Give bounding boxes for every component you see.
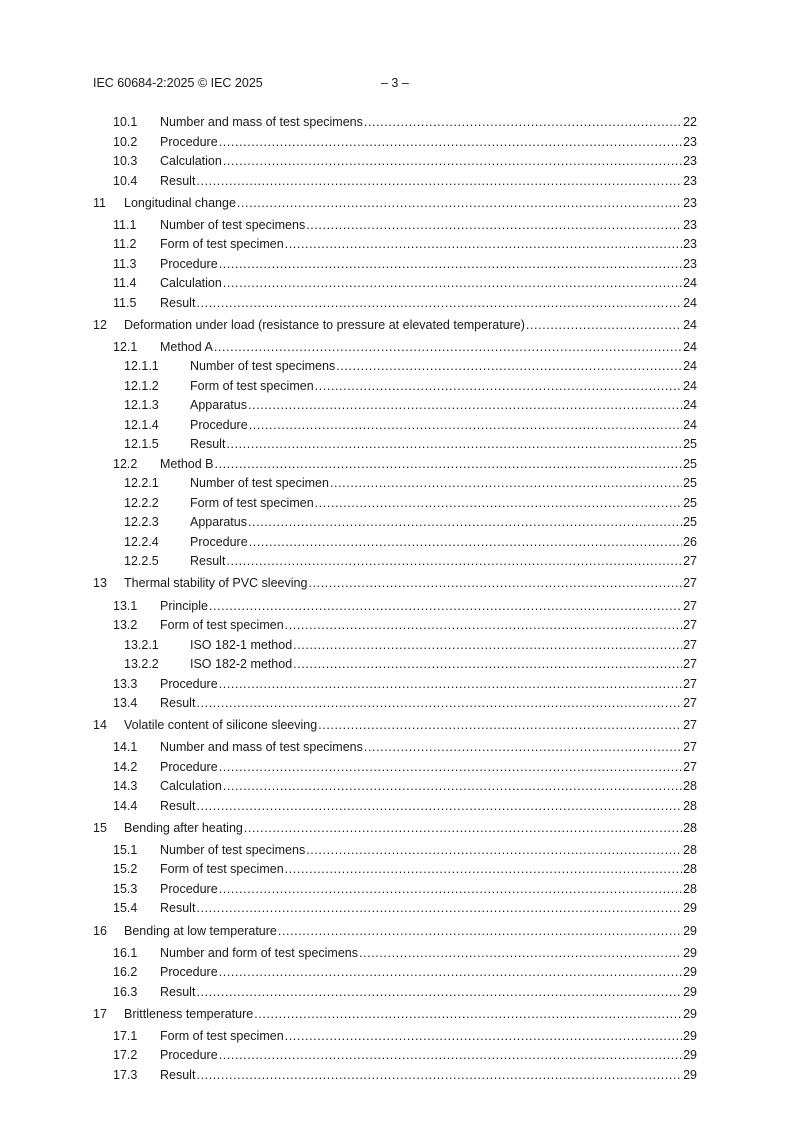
toc-entry-number: 14.3	[113, 779, 138, 794]
toc-entry-title: Number of test specimen	[190, 476, 329, 491]
toc-entry-page: 28	[683, 862, 697, 877]
toc-dot-leader	[196, 694, 682, 714]
toc-entry[interactable]	[93, 694, 697, 714]
toc-entry-page: 27	[683, 554, 697, 569]
toc-entry[interactable]	[93, 1005, 697, 1025]
toc-dot-leader	[226, 552, 682, 572]
toc-dot-leader	[359, 944, 682, 964]
toc-entry-title: Result	[160, 295, 196, 310]
toc-dot-leader	[248, 396, 682, 416]
toc-entry-number: 12.1.2	[124, 378, 159, 393]
toc-entry-number: 13	[93, 576, 107, 591]
toc-entry[interactable]	[93, 944, 697, 964]
toc-dot-leader	[223, 152, 682, 172]
toc-entry-number: 16.1	[113, 945, 138, 960]
toc-dot-leader	[214, 338, 682, 358]
toc-entry[interactable]	[93, 922, 697, 942]
toc-entry-page: 29	[683, 901, 697, 916]
toc-entry-title: Number and mass of test specimens	[160, 740, 363, 755]
toc-entry[interactable]	[93, 152, 697, 172]
toc-entry-number: 15	[93, 820, 107, 835]
toc-entry-page: 24	[683, 398, 697, 413]
toc-entry[interactable]	[93, 574, 697, 594]
toc-dot-leader	[315, 494, 682, 514]
toc-entry-number: 12.1.1	[124, 359, 159, 374]
toc-entry-page: 25	[683, 437, 697, 452]
toc-entry-title: Form of test specimen	[160, 1028, 284, 1043]
toc-entry-title: Brittleness temperature	[124, 1006, 254, 1021]
toc-entry-title: Volatile content of silicone sleeving	[124, 718, 318, 733]
toc-dot-leader	[308, 574, 682, 594]
toc-entry-number: 17.2	[113, 1048, 138, 1063]
toc-entry[interactable]	[93, 474, 697, 494]
toc-entry-number: 10.1	[113, 115, 138, 129]
toc-entry-page: 29	[683, 945, 697, 960]
toc-entry-title: Apparatus	[190, 398, 247, 413]
toc-entry[interactable]	[93, 777, 697, 797]
toc-entry[interactable]	[93, 675, 697, 695]
toc-dot-leader	[196, 1066, 682, 1086]
toc-dot-leader	[336, 357, 682, 377]
toc-dot-leader	[196, 899, 682, 919]
toc-entry-page: 29	[683, 1048, 697, 1063]
toc-entry-title: Bending at low temperature	[124, 923, 277, 938]
toc-dot-leader	[219, 675, 682, 695]
toc-entry[interactable]	[93, 636, 697, 656]
toc-entry-title: Procedure	[160, 1048, 218, 1063]
toc-entry[interactable]	[93, 533, 697, 553]
toc-entry[interactable]	[93, 294, 697, 314]
toc-entry[interactable]	[93, 255, 697, 275]
toc-entry-page: 23	[683, 134, 697, 149]
toc-dot-leader	[293, 655, 682, 675]
toc-entry-page: 26	[683, 534, 697, 549]
toc-entry-title: Longitudinal change	[124, 195, 236, 210]
toc-entry-number: 12.1.3	[124, 398, 159, 413]
toc-entry-page: 29	[683, 984, 697, 999]
toc-entry-number: 13.2.1	[124, 637, 159, 652]
toc-entry-number: 11.3	[113, 256, 137, 271]
toc-entry-title: Form of test specimen	[190, 378, 314, 393]
toc-dot-leader	[285, 1027, 682, 1047]
toc-dot-leader	[219, 880, 682, 900]
toc-entry-number: 15.4	[113, 901, 138, 916]
toc-entry[interactable]	[93, 377, 697, 397]
toc-entry-title: Apparatus	[190, 515, 247, 530]
toc-entry-page: 27	[683, 618, 697, 633]
page-header	[93, 76, 697, 92]
toc-entry[interactable]	[93, 235, 697, 255]
toc-entry-number: 17.1	[113, 1028, 138, 1043]
toc-entry[interactable]	[93, 738, 697, 758]
toc-entry[interactable]	[93, 860, 697, 880]
toc-dot-leader	[209, 597, 682, 617]
toc-entry-title: Procedure	[160, 676, 218, 691]
toc-entry-page: 24	[683, 359, 697, 374]
toc-entry-page: 28	[683, 842, 697, 857]
toc-entry[interactable]	[93, 758, 697, 778]
toc-entry-number: 12.1	[113, 339, 138, 354]
toc-dot-leader	[249, 416, 682, 436]
toc-entry-title: ISO 182-1 method	[190, 637, 293, 652]
toc-entry[interactable]	[93, 819, 697, 839]
toc-dot-leader	[364, 738, 682, 758]
toc-entry-page: 29	[683, 965, 697, 980]
toc-entry-page: 24	[683, 417, 697, 432]
toc-entry-page: 24	[683, 317, 697, 332]
toc-entry-page: 29	[683, 1006, 697, 1021]
toc-entry-number: 14.2	[113, 759, 138, 774]
toc-entry-title: Calculation	[160, 779, 222, 794]
toc-entry[interactable]	[93, 899, 697, 919]
toc-entry-title: Method A	[160, 339, 213, 354]
table-of-contents	[93, 113, 697, 1085]
toc-entry[interactable]	[93, 552, 697, 572]
toc-entry[interactable]	[93, 435, 697, 455]
toc-entry-page: 27	[683, 740, 697, 755]
toc-entry[interactable]	[93, 513, 697, 533]
toc-entry[interactable]	[93, 338, 697, 358]
toc-dot-leader	[196, 797, 682, 817]
toc-entry-number: 12.1.4	[124, 417, 159, 432]
toc-dot-leader	[215, 455, 683, 475]
toc-entry-title: Method B	[160, 456, 214, 471]
toc-entry[interactable]	[93, 841, 697, 861]
toc-entry-number: 12.2.1	[124, 476, 159, 491]
toc-entry-page: 28	[683, 820, 697, 835]
toc-entry-page: 27	[683, 637, 697, 652]
toc-entry-title: Result	[190, 437, 226, 452]
toc-entry-title: Calculation	[160, 154, 222, 168]
toc-dot-leader	[223, 274, 682, 294]
toc-entry[interactable]	[93, 416, 697, 436]
toc-entry[interactable]	[93, 357, 697, 377]
toc-dot-leader	[219, 1046, 682, 1066]
toc-entry[interactable]	[93, 655, 697, 675]
toc-dot-leader	[285, 616, 682, 636]
toc-entry-page: 23	[683, 217, 697, 232]
toc-dot-leader	[249, 533, 682, 553]
toc-entry-number: 12.2.3	[124, 515, 159, 530]
toc-entry-page: 27	[683, 676, 697, 691]
toc-entry-title: Form of test specimen	[160, 618, 284, 633]
toc-entry-page: 29	[683, 1028, 697, 1043]
toc-entry[interactable]	[93, 316, 697, 336]
toc-entry-title: Procedure	[160, 256, 218, 271]
document-reference: IEC 60684-2:2025 © IEC 2025	[93, 76, 263, 90]
toc-entry-number: 16.3	[113, 984, 138, 999]
toc-dot-leader	[330, 474, 682, 494]
toc-dot-leader	[318, 716, 682, 736]
toc-entry-title: Procedure	[160, 965, 218, 980]
toc-dot-leader	[219, 963, 682, 983]
toc-entry-number: 11	[93, 195, 106, 210]
toc-entry-title: Form of test specimen	[160, 237, 284, 252]
toc-entry-number: 17.3	[113, 1067, 138, 1082]
toc-entry-title: Result	[160, 696, 196, 711]
toc-entry-page: 27	[683, 718, 697, 733]
toc-dot-leader	[219, 133, 682, 153]
toc-entry-page: 24	[683, 378, 697, 393]
toc-entry-page: 27	[683, 657, 697, 672]
toc-entry-title: Bending after heating	[124, 820, 243, 835]
toc-dot-leader	[306, 216, 682, 236]
toc-entry[interactable]	[93, 194, 697, 214]
toc-entry-title: Procedure	[160, 759, 218, 774]
toc-entry-number: 11.5	[113, 295, 137, 310]
toc-dot-leader	[237, 194, 682, 214]
toc-entry-page: 28	[683, 881, 697, 896]
toc-entry[interactable]	[93, 616, 697, 636]
toc-entry-page: 24	[683, 295, 697, 310]
toc-entry[interactable]	[93, 133, 697, 153]
toc-entry-number: 13.4	[113, 696, 138, 711]
toc-entry-page: 27	[683, 576, 697, 591]
toc-entry-title: Result	[160, 173, 196, 188]
toc-entry-number: 17	[93, 1006, 107, 1021]
toc-entry-page: 27	[683, 696, 697, 711]
toc-dot-leader	[254, 1005, 682, 1025]
toc-dot-leader	[196, 983, 682, 1003]
toc-entry-title: Procedure	[160, 881, 218, 896]
toc-entry-number: 12	[93, 317, 107, 332]
toc-entry[interactable]	[93, 494, 697, 514]
toc-entry[interactable]	[93, 455, 697, 475]
toc-entry-page: 27	[683, 759, 697, 774]
toc-entry-page: 23	[683, 154, 697, 168]
toc-entry-title: Principle	[160, 598, 208, 613]
toc-entry-title: Result	[160, 984, 196, 999]
toc-entry-number: 13.2	[113, 618, 138, 633]
toc-entry-title: Procedure	[160, 134, 218, 149]
toc-entry-title: Number and mass of test specimens	[160, 115, 363, 129]
toc-entry-number: 12.1.5	[124, 437, 159, 452]
toc-entry-number: 14.1	[113, 740, 138, 755]
toc-dot-leader	[244, 819, 682, 839]
toc-entry-page: 24	[683, 339, 697, 354]
toc-entry-page: 28	[683, 798, 697, 813]
toc-entry-page: 22	[683, 115, 697, 129]
toc-entry-number: 16	[93, 923, 107, 938]
toc-dot-leader	[248, 513, 682, 533]
toc-entry[interactable]	[93, 716, 697, 736]
toc-entry-page: 25	[683, 476, 697, 491]
toc-entry-number: 15.2	[113, 862, 138, 877]
toc-entry-number: 10.4	[113, 173, 138, 188]
toc-entry-page: 29	[683, 923, 697, 938]
toc-entry-title: Result	[160, 798, 196, 813]
toc-entry-title: Result	[160, 901, 196, 916]
toc-entry-number: 12.2.5	[124, 554, 159, 569]
toc-entry-title: Form of test specimen	[190, 495, 314, 510]
toc-entry[interactable]	[93, 597, 697, 617]
toc-entry-title: Procedure	[190, 534, 248, 549]
toc-dot-leader	[278, 922, 682, 942]
toc-entry[interactable]	[93, 216, 697, 236]
toc-dot-leader	[364, 113, 682, 133]
toc-entry-title: Thermal stability of PVC sleeving	[124, 576, 308, 591]
toc-dot-leader	[285, 860, 682, 880]
toc-entry-title: Form of test specimen	[160, 862, 284, 877]
toc-entry-title: ISO 182-2 method	[190, 657, 293, 672]
toc-entry-number: 13.1	[113, 598, 138, 613]
toc-entry-title: Number of test specimens	[160, 842, 306, 857]
toc-entry-number: 12.2.2	[124, 495, 159, 510]
toc-entry[interactable]	[93, 1046, 697, 1066]
toc-entry-number: 12.2	[113, 456, 138, 471]
toc-entry-number: 11.1	[113, 217, 137, 232]
toc-entry-title: Procedure	[190, 417, 248, 432]
toc-dot-leader	[219, 255, 682, 275]
toc-entry-title: Number and form of test specimens	[160, 945, 358, 960]
toc-entry-page: 25	[683, 495, 697, 510]
toc-entry-title: Number of test specimens	[160, 217, 306, 232]
toc-entry[interactable]	[93, 880, 697, 900]
toc-entry-page: 25	[683, 515, 697, 530]
toc-entry-number: 16.2	[113, 965, 138, 980]
toc-entry-number: 10.2	[113, 134, 138, 149]
toc-entry-page: 28	[683, 779, 697, 794]
toc-entry[interactable]	[93, 274, 697, 294]
toc-entry-number: 11.4	[113, 276, 137, 291]
toc-entry-page: 23	[683, 195, 697, 210]
toc-entry[interactable]	[93, 1027, 697, 1047]
toc-entry-page: 24	[683, 276, 697, 291]
toc-dot-leader	[285, 235, 682, 255]
toc-entry-title: Result	[160, 1067, 196, 1082]
toc-dot-leader	[293, 636, 682, 656]
toc-entry-page: 23	[683, 173, 697, 188]
toc-dot-leader	[219, 758, 682, 778]
toc-entry-number: 13.3	[113, 676, 138, 691]
toc-entry-title: Number of test specimens	[190, 359, 336, 374]
toc-entry-number: 13.2.2	[124, 657, 159, 672]
toc-dot-leader	[196, 294, 682, 314]
toc-entry-page: 25	[683, 456, 697, 471]
toc-entry-title: Result	[190, 554, 226, 569]
toc-entry[interactable]	[93, 113, 697, 133]
toc-entry-number: 12.2.4	[124, 534, 159, 549]
toc-entry-page: 27	[683, 598, 697, 613]
toc-entry-number: 15.1	[113, 842, 138, 857]
toc-entry-number: 10.3	[113, 154, 138, 168]
toc-entry[interactable]	[93, 172, 697, 192]
toc-entry-title: Deformation under load (resistance to pressure at elevated temperature)	[124, 317, 525, 332]
toc-entry-number: 14.4	[113, 798, 138, 813]
toc-dot-leader	[226, 435, 682, 455]
toc-entry[interactable]	[93, 797, 697, 817]
toc-entry[interactable]	[93, 1066, 697, 1086]
toc-entry-number: 14	[93, 718, 107, 733]
toc-entry-page: 29	[683, 1067, 697, 1082]
toc-dot-leader	[306, 841, 682, 861]
toc-entry[interactable]	[93, 396, 697, 416]
toc-dot-leader	[315, 377, 682, 397]
toc-entry-number: 11.2	[113, 237, 137, 252]
toc-entry-page: 23	[683, 256, 697, 271]
toc-entry-page: 23	[683, 237, 697, 252]
toc-entry-number: 15.3	[113, 881, 138, 896]
page-number: – 3 –	[381, 76, 409, 90]
toc-dot-leader	[223, 777, 682, 797]
toc-dot-leader	[526, 316, 682, 336]
toc-dot-leader	[196, 172, 682, 192]
toc-entry[interactable]	[93, 983, 697, 1003]
toc-entry-title: Calculation	[160, 276, 222, 291]
toc-entry[interactable]	[93, 963, 697, 983]
